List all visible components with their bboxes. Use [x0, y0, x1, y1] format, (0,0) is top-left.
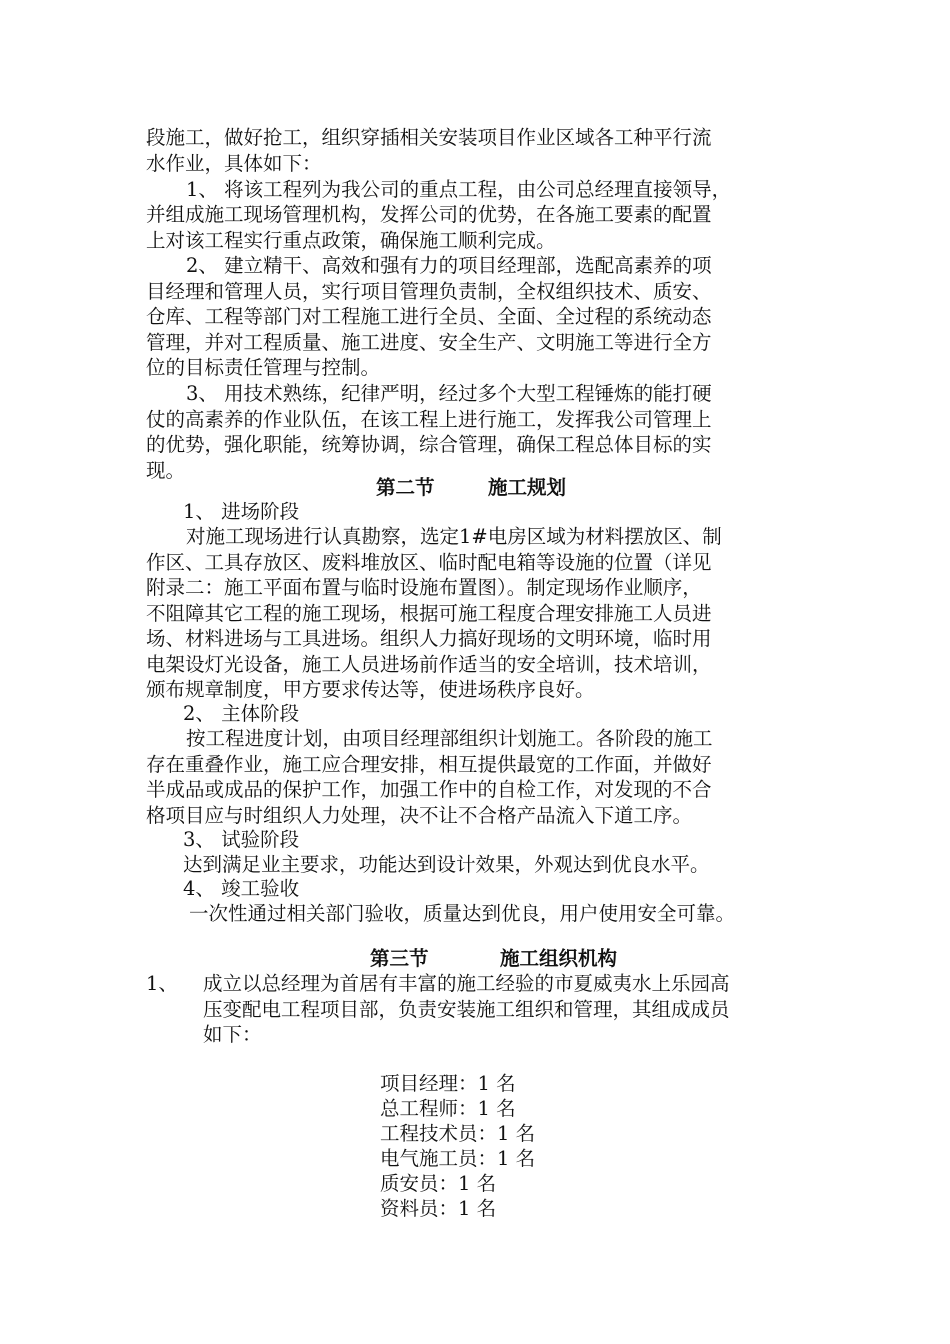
text-line: 位的目标责任管理与控制。 — [146, 356, 381, 379]
text-line: 水作业，具体如下： — [146, 152, 322, 175]
staff-item: 工程技术员：1 名 — [380, 1122, 536, 1145]
section-number: 第二节 — [376, 476, 435, 499]
text-line: 作区、工具存放区、废料堆放区、临时配电箱等设施的位置（详见 — [146, 551, 712, 574]
text-line: 现。 — [146, 459, 186, 482]
text-line: 格项目应与时组织人力处理，决不让不合格产品流入下道工序。 — [146, 804, 693, 827]
text-line: 不阻障其它工程的施工现场，根据可施工程度合理安排施工人员进 — [146, 602, 712, 625]
text-line: 1、 将该工程列为我公司的重点工程，由公司总经理直接领导， — [186, 178, 732, 201]
text-line: 上对该工程实行重点政策，确保施工顺利完成。 — [146, 229, 556, 252]
subsection-title: 3、 试验阶段 — [183, 828, 300, 851]
text-line: 压变配电工程项目部，负责安装施工组织和管理，其组成成员 — [203, 998, 730, 1021]
text-line: 仗的高素养的作业队伍，在该工程上进行施工，发挥我公司管理上 — [146, 408, 712, 431]
text-line: 3、 用技术熟练，纪律严明，经过多个大型工程锤炼的能打硬 — [186, 382, 712, 405]
text-line: 如下： — [203, 1023, 262, 1046]
text-line: 达到满足业主要求，功能达到设计效果，外观达到优良水平。 — [183, 853, 710, 876]
text-line: 段施工，做好抢工，组织穿插相关安装项目作业区域各工种平行流 — [146, 126, 712, 149]
text-line: 并组成施工现场管理机构，发挥公司的优势，在各施工要素的配置 — [146, 203, 712, 226]
text-line: 2、 建立精干、高效和强有力的项目经理部，选配高素养的项 — [186, 254, 712, 277]
list-item-number: 1、 — [146, 972, 178, 995]
section-title: 施工规划 — [488, 476, 567, 499]
staff-item: 总工程师：1 名 — [380, 1097, 516, 1120]
staff-item: 电气施工员：1 名 — [380, 1147, 536, 1170]
section-number: 第三节 — [370, 947, 429, 970]
text-line: 附录二：施工平面布置与临时设施布置图）。制定现场作业顺序， — [146, 576, 702, 599]
text-line: 颁布规章制度，甲方要求传达等，使进场秩序良好。 — [146, 678, 595, 701]
text-line: 的优势，强化职能，统筹协调，综合管理，确保工程总体目标的实 — [146, 433, 712, 456]
text-line: 半成品或成品的保护工作，加强工作中的自检工作，对发现的不合 — [146, 778, 712, 801]
staff-item: 资料员：1 名 — [380, 1197, 497, 1220]
subsection-title: 4、 竣工验收 — [183, 877, 300, 900]
staff-item: 质安员：1 名 — [380, 1172, 497, 1195]
staff-item: 项目经理：1 名 — [380, 1072, 516, 1095]
subsection-title: 2、 主体阶段 — [183, 702, 300, 725]
text-line: 目经理和管理人员，实行项目管理负责制，全权组织技术、质安、 — [146, 280, 712, 303]
text-line: 按工程进度计划，由项目经理部组织计划施工。各阶段的施工 — [186, 727, 713, 750]
text-line: 电架设灯光设备，施工人员进场前作适当的安全培训，技术培训， — [146, 653, 712, 676]
text-line: 成立以总经理为首居有丰富的施工经验的市夏威夷水上乐园高 — [203, 972, 730, 995]
text-line: 存在重叠作业，施工应合理安排，相互提供最宽的工作面，并做好 — [146, 753, 712, 776]
text-line: 管理，并对工程质量、施工进度、安全生产、文明施工等进行全方 — [146, 331, 712, 354]
subsection-title: 1、 进场阶段 — [183, 500, 300, 523]
text-line: 一次性通过相关部门验收，质量达到优良，用户使用安全可靠。 — [189, 902, 736, 925]
text-line: 场、材料进场与工具进场。组织人力搞好现场的文明环境，临时用 — [146, 627, 712, 650]
text-line: 仓库、工程等部门对工程施工进行全员、全面、全过程的系统动态 — [146, 305, 712, 328]
section-title: 施工组织机构 — [500, 947, 618, 970]
text-line: 对施工现场进行认真勘察，选定1#电房区域为材料摆放区、制 — [186, 525, 722, 548]
